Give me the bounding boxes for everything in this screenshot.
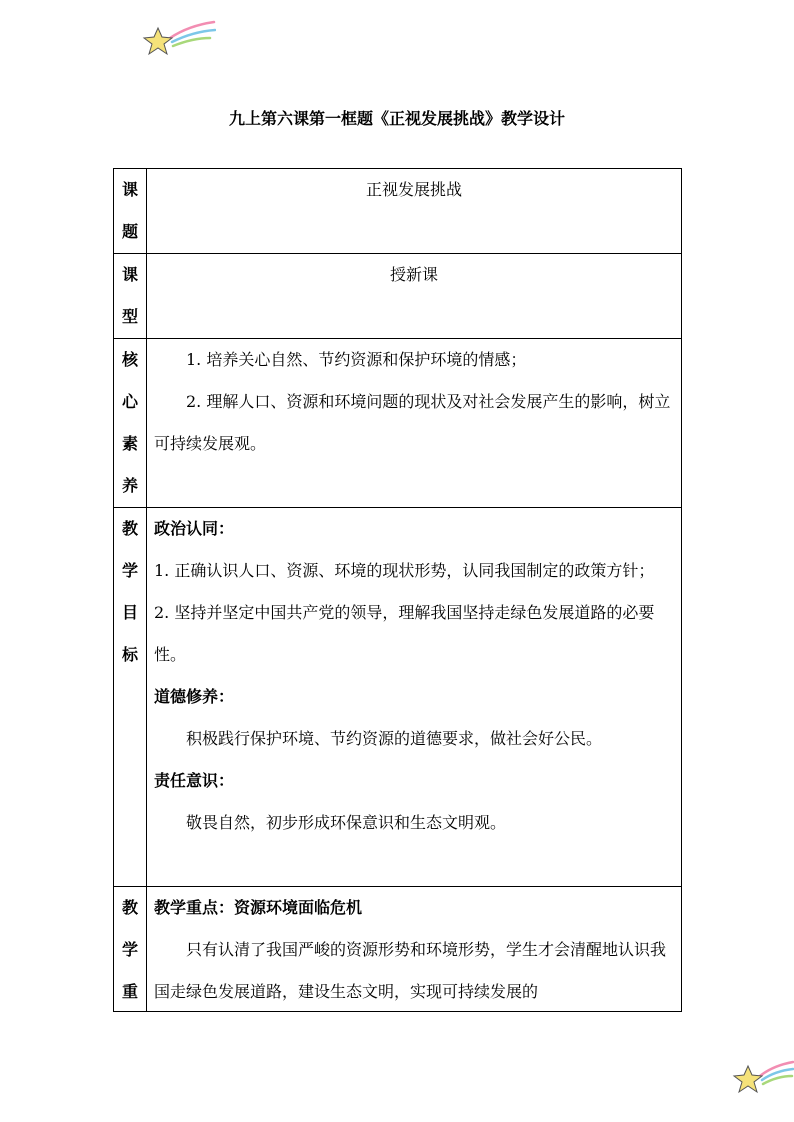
label-char: 目 — [121, 603, 138, 622]
table-row — [114, 508, 682, 887]
lesson-topic: 正视发展挑战 — [147, 169, 682, 254]
label-char: 课 — [121, 180, 138, 199]
paragraph: 2. 坚持并坚定中国共产党的领导，理解我国坚持走绿色发展道路的必要性。 — [154, 603, 655, 664]
table-row — [114, 254, 682, 339]
teaching-objectives — [147, 508, 682, 887]
paragraph: 积极践行保护环境、节约资源的道德要求，做社会好公民。 — [186, 729, 603, 748]
paragraph: 敬畏自然，初步形成环保意识和生态文明观。 — [186, 813, 507, 832]
row-label — [114, 887, 147, 1012]
row-label — [114, 339, 147, 508]
row-label — [114, 254, 147, 339]
label-char: 题 — [121, 222, 138, 241]
label-char: 素 — [121, 434, 138, 453]
document-title: 九上第六课第一框题《正视发展挑战》教学设计 — [228, 109, 565, 128]
paragraph: 1. 培养关心自然、节约资源和保护环境的情感； — [186, 350, 527, 369]
label-char: 课 — [121, 265, 138, 284]
label-char: 重 — [121, 982, 138, 1001]
section-heading: 责任意识： — [154, 771, 235, 790]
label-char: 型 — [121, 307, 138, 326]
lesson-plan-table — [113, 168, 682, 1012]
section-heading: 教学重点：资源环境面临危机 — [154, 898, 363, 917]
shooting-star-icon — [140, 18, 216, 58]
paragraph: 1. 正确认识人口、资源、环境的现状形势，认同我国制定的政策方针； — [154, 561, 655, 580]
label-char: 教 — [121, 519, 138, 538]
label-char: 教 — [121, 898, 138, 917]
teaching-key-points — [147, 887, 682, 1012]
shooting-star-icon — [732, 1056, 794, 1096]
label-char: 学 — [121, 561, 138, 580]
label-char: 学 — [121, 940, 138, 959]
paragraph: 2. 理解人口、资源和环境问题的现状及对社会发展产生的影响，树立可持续发展观。 — [154, 392, 671, 453]
section-heading: 政治认同： — [154, 519, 235, 538]
table-row — [114, 169, 682, 254]
table-row — [114, 339, 682, 508]
row-label — [114, 508, 147, 887]
lesson-type: 授新课 — [147, 254, 682, 339]
paragraph: 只有认清了我国严峻的资源形势和环境形势，学生才会清醒地认识我国走绿色发展道路，建设生态文明，实现可持续发展的 — [154, 940, 667, 1001]
row-label — [114, 169, 147, 254]
section-heading: 道德修养： — [154, 687, 235, 706]
label-char: 心 — [121, 392, 138, 411]
core-literacy — [147, 339, 682, 508]
label-char: 标 — [121, 645, 138, 664]
label-char: 养 — [121, 476, 138, 495]
label-char: 核 — [121, 350, 138, 369]
table-row — [114, 887, 682, 1012]
